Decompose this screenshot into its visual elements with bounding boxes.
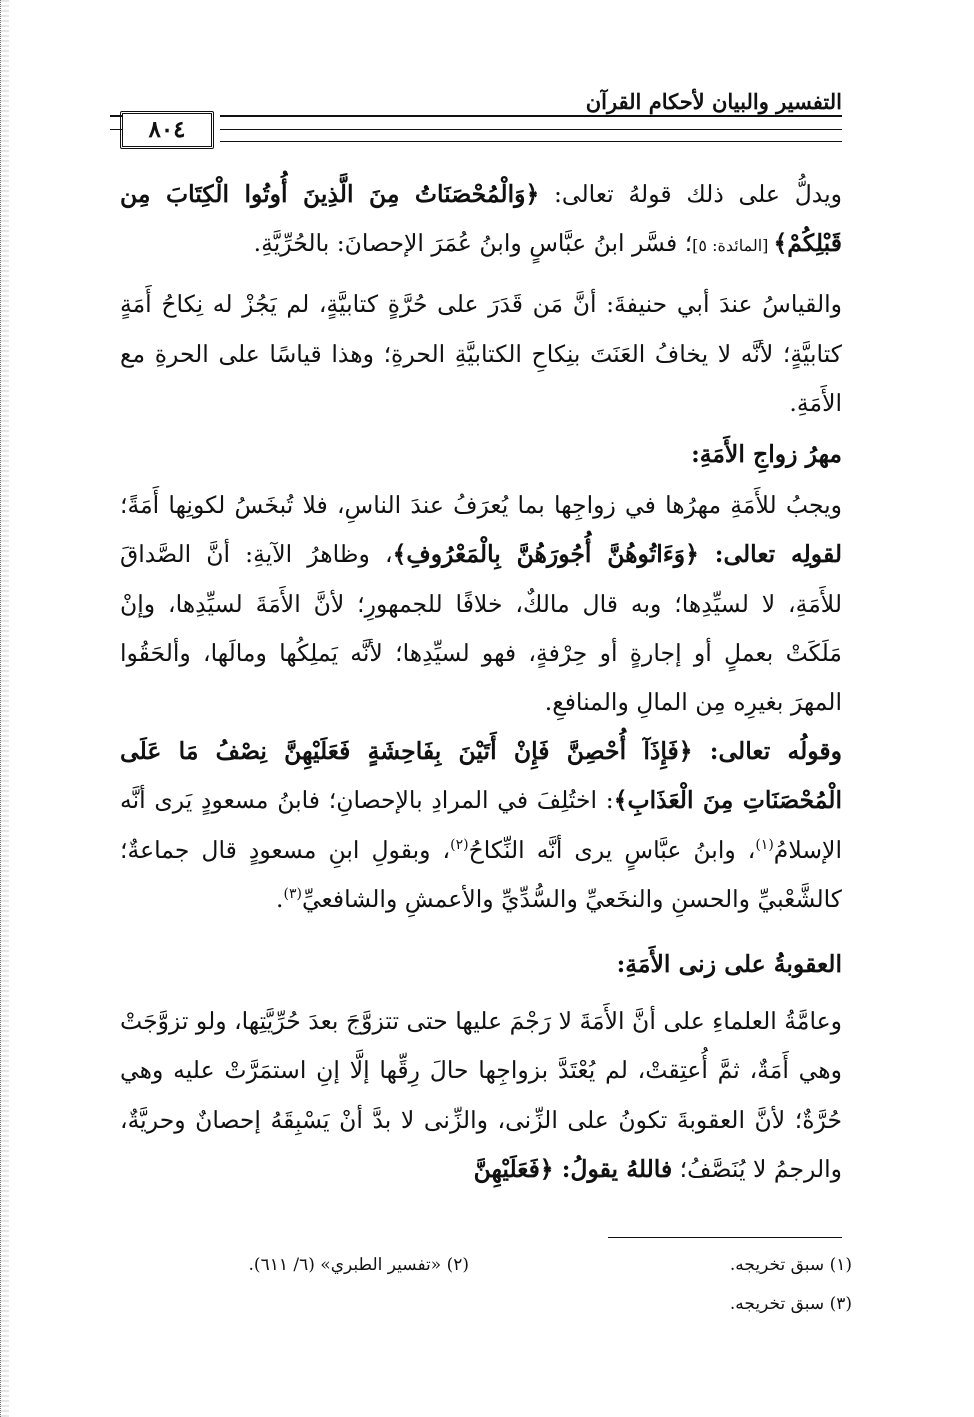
header-rule [220,115,842,117]
paragraph-text: ، وظاهرُ الآيةِ: أنَّ الصَّداقَ للأَمَةِ، لا لسيِّدِها؛ وبه قال مالكٌ، خلافًا للجمهورِ؛ لأنَّ الأَمَةَ لسيِّدِها، وإنْ مَلَكَتْ بعملٍ أو إجارةٍ أو حِرْفةٍ، فهو لسيِّدِها؛ لأنَّه يَملِكُها ومالَها، وألحَقُوا المهرَ بغيرِه مِن المالِ والمنافعِ. [120,540,842,717]
paragraph [120,170,842,270]
footnote-2: (٢) «تفسير الطبري» (٦/ ٦١١). [248,1255,469,1275]
main-text [120,170,842,1194]
footnote-1: (١) سبق تخريجه. [729,1255,852,1275]
header-rule [220,129,842,130]
section-heading: مهرُ زواجِ الأَمَةِ: [691,440,842,469]
paragraph-text: ؛ فسَّر ابنُ عبَّاسٍ وابنُ عُمَرَ الإحصانَ: بالحُرِّيَّةِ. [253,229,693,258]
paragraph: والقياسُ عندَ أبي حنيفةَ: أنَّ مَن قَدَرَ على حُرَّةٍ كتابيَّةٍ، لم يَجُزْ له نِكاحُ أَمَةٍ كتابيَّةٍ؛ لأنَّه لا يخافُ العَنَتَ بنِكاحِ الكتابيَّةِ الحرةِ؛ وهذا قياسًا على الحرةِ مع الأَمَةِ. [120,290,842,417]
footnote-separator [608,1237,842,1238]
paragraph [120,997,842,1194]
paragraph [120,481,842,727]
quran-quote: ﴿فَإِذَآ أُحْصِنَّ فَإِنْ أَتَيْنَ بِفَاحِشَةٍ فَعَلَيْهِنَّ نِصْفُ مَا عَلَى الْمُحْصَنَاتِ مِنَ الْعَذَابِ﴾ [120,737,842,815]
verse-reference: [المائدة: ٥] [692,236,774,256]
paragraph-text: ويدلُّ على ذلك قولهُ تعالى: [539,180,842,208]
section-heading: العقوبةُ على زنى الأَمَةِ: [616,950,842,979]
paragraph-text: : اختُلِفَ في المرادِ بالإحصانِ؛ فابنُ مسعودٍ يَرى أنَّه الإسلامُ [120,786,842,864]
page-header [110,85,842,153]
header-rule [110,115,122,117]
header-rule [220,141,842,142]
paragraph-text: وعامَّةُ العلماءِ على أنَّ الأَمَةَ لا رَجْمَ عليها حتى تتزوَّجَ بعدَ حُرِّيَّتِها، ولو تزوَّجَتْ وهي أَمَةٌ، ثمَّ أُعتِقتْ، لم يُعْتَدَّ بزواجِها حالَ رِقِّها إلَّا إنِ استمَرَّتْ عليه وهي حُرَّةٌ؛ لأنَّ العقوبةَ تكونُ على الزِّنى، والزِّنى لا بدَّ أنْ يَسْبِقَهُ إحصانٌ وحريَّةٌ، والرجمُ لا يُنَصَّفُ؛ [120,1007,842,1183]
footnote-marker: (٢) [450,836,469,853]
quran-quote: ﴿وَءَاتُوهُنَّ أُجُورَهُنَّ بِالْمَعْرُوفِ﴾ [392,540,699,569]
paragraph-text: ، وبقولِ ابنِ مسعودٍ قال جماعةٌ؛ كالشَّعْبيِّ والحسنِ والنخَعيِّ والسُّدِّيِّ والأعمشِ والشافعيِّ [120,835,842,913]
header-rule [110,129,122,130]
footnote-marker: (١) [755,836,774,853]
footnote-3: (٣) سبق تخريجه. [729,1294,852,1314]
paragraph-text: ويجبُ للأَمَةِ مهرُها في زواجِها بما يُعرَفُ عندَ الناسِ، فلا تُبخَسُ لكونِها أَمَةً؛ [120,491,842,520]
paragraph-text: ، وابنُ عبَّاسٍ يرى أنَّه النِّكاحُ [468,835,756,864]
quote-intro: وقولُه تعالى: [692,737,843,766]
footnote-marker: (٣) [283,886,302,903]
quran-quote: ﴿وَالْمُحْصَنَاتُ مِنَ الَّذِينَ أُوتُوا الْكِتَابَ مِن قَبْلِكُمْ﴾ [120,180,842,258]
paragraph-text: . [276,884,284,913]
running-title: التفسير والبيان لأحكام القرآن [585,89,842,114]
quote-intro: لقولِه تعالى: [698,540,842,569]
quote-intro: فاللهُ يقولُ: [553,1154,673,1183]
quran-quote: ﴿فَعَلَيْهِنَّ [473,1154,554,1183]
paragraph [120,727,842,924]
page-number: ٨٠٤ [120,111,214,149]
scanned-page-edge [0,0,9,1417]
